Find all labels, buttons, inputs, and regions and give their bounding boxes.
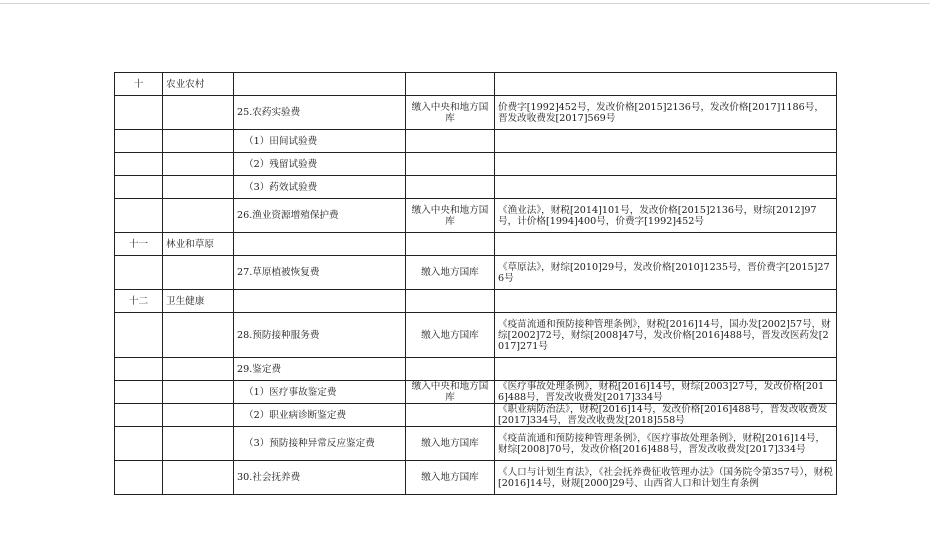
fee-table: [114, 72, 837, 495]
section-number: [115, 313, 163, 358]
item-cell: 30.社会抚养费: [234, 461, 406, 495]
table-row: [115, 381, 837, 404]
treasury-cell: 缴入地方国库: [406, 256, 495, 290]
item-cell: （1）田间试验费: [234, 130, 406, 153]
category-cell: [163, 130, 234, 153]
basis-cell: 《草原法》，财综[2010]29号，发改价格[2010]1235号，晋价费字[2015]276号: [495, 256, 837, 290]
basis-cell: [495, 358, 837, 381]
category-cell: [163, 358, 234, 381]
table-row: [115, 73, 837, 96]
basis-cell: [495, 130, 837, 153]
item-cell: 28.预防接种服务费: [234, 313, 406, 358]
table-row: [115, 96, 837, 130]
section-number: [115, 427, 163, 461]
item-cell: （2）职业病诊断鉴定费: [234, 404, 406, 427]
section-number: [115, 358, 163, 381]
section-number: [115, 153, 163, 176]
item-cell: （1）医疗事故鉴定费: [234, 381, 406, 404]
section-number: 十一: [115, 233, 163, 256]
item-cell: （2）残留试验费: [234, 153, 406, 176]
basis-cell: 《职业病防治法》，财税[2016]14号，发改价格[2016]488号，晋发改收费发[2017]334号，晋发改收费发[2018]558号: [495, 404, 837, 427]
table-row: [115, 358, 837, 381]
section-number: [115, 256, 163, 290]
treasury-cell: 缴入地方国库: [406, 427, 495, 461]
treasury-cell: 缴入中央和地方国库: [406, 96, 495, 130]
category-cell: [163, 176, 234, 199]
basis-cell: [495, 73, 837, 96]
table-row: [115, 461, 837, 495]
section-number: [115, 176, 163, 199]
item-cell: （3）药效试验费: [234, 176, 406, 199]
basis-cell: 《人口与计划生育法》，《社会抚养费征收管理办法》（国务院令第357号），财税[2016]14号，财规[2000]29号、山西省人口和计划生育条例: [495, 461, 837, 495]
table-row: [115, 427, 837, 461]
basis-cell: 《疫苗流通和预防接种管理条例》，财税[2016]14号，国办发[2002]57号，财综[2002]72号，财综[2008]47号，发改价格[2016]488号，晋发改医药发[2017]271号: [495, 313, 837, 358]
treasury-cell: [406, 153, 495, 176]
section-number: [115, 404, 163, 427]
table-row: [115, 176, 837, 199]
treasury-cell: [406, 73, 495, 96]
basis-cell: [495, 290, 837, 313]
item-cell: [234, 73, 406, 96]
basis-cell: [495, 153, 837, 176]
section-number: [115, 461, 163, 495]
basis-cell: 《渔业法》，财税[2014]101号，发改价格[2015]2136号，财综[2012]97号，计价格[1994]400号，价费字[1992]452号: [495, 199, 837, 233]
category-cell: [163, 404, 234, 427]
category-cell: [163, 313, 234, 358]
section-number: 十二: [115, 290, 163, 313]
item-cell: 27.草原植被恢复费: [234, 256, 406, 290]
section-number: [115, 96, 163, 130]
treasury-cell: 缴入地方国库: [406, 461, 495, 495]
item-cell: 29.鉴定费: [234, 358, 406, 381]
category-cell: [163, 427, 234, 461]
top-divider: [0, 3, 930, 4]
section-number: [115, 381, 163, 404]
basis-cell: 价费字[1992]452号，发改价格[2015]2136号，发改价格[2017]1186号，晋发改收费发[2017]569号: [495, 96, 837, 130]
basis-cell: 《医疗事故处理条例》，财税[2016]14号，财综[2003]27号，发改价格[2016]488号，晋发改收费发[2017]334号: [495, 381, 837, 404]
treasury-cell: [406, 358, 495, 381]
treasury-cell: 缴入中央和地方国库: [406, 381, 495, 404]
item-cell: 26.渔业资源增殖保护费: [234, 199, 406, 233]
treasury-cell: [406, 130, 495, 153]
table-row: [115, 233, 837, 256]
table-row: [115, 130, 837, 153]
treasury-cell: 缴入中央和地方国库: [406, 199, 495, 233]
section-number: [115, 199, 163, 233]
treasury-cell: [406, 176, 495, 199]
category-cell: [163, 199, 234, 233]
category-cell: [163, 461, 234, 495]
category-cell: 卫生健康: [163, 290, 234, 313]
section-number: [115, 130, 163, 153]
treasury-cell: [406, 290, 495, 313]
category-cell: [163, 153, 234, 176]
table-row: [115, 290, 837, 313]
item-cell: 25.农药实验费: [234, 96, 406, 130]
table-row: [115, 404, 837, 427]
table-row: [115, 153, 837, 176]
basis-cell: [495, 233, 837, 256]
table-row: [115, 313, 837, 358]
table-row: [115, 256, 837, 290]
item-cell: （3）预防接种异常反应鉴定费: [234, 427, 406, 461]
basis-cell: 《疫苗流通和预防接种管理条例》，《医疗事故处理条例》，财税[2016]14号，财综[2008]70号，发改价格[2016]488号，晋发改收费发[2017]334号: [495, 427, 837, 461]
item-cell: [234, 233, 406, 256]
treasury-cell: [406, 233, 495, 256]
item-cell: [234, 290, 406, 313]
category-cell: 林业和草原: [163, 233, 234, 256]
category-cell: 农业农村: [163, 73, 234, 96]
category-cell: [163, 96, 234, 130]
treasury-cell: [406, 404, 495, 427]
section-number: 十: [115, 73, 163, 96]
table-row: [115, 199, 837, 233]
category-cell: [163, 381, 234, 404]
basis-cell: [495, 176, 837, 199]
treasury-cell: 缴入地方国库: [406, 313, 495, 358]
category-cell: [163, 256, 234, 290]
